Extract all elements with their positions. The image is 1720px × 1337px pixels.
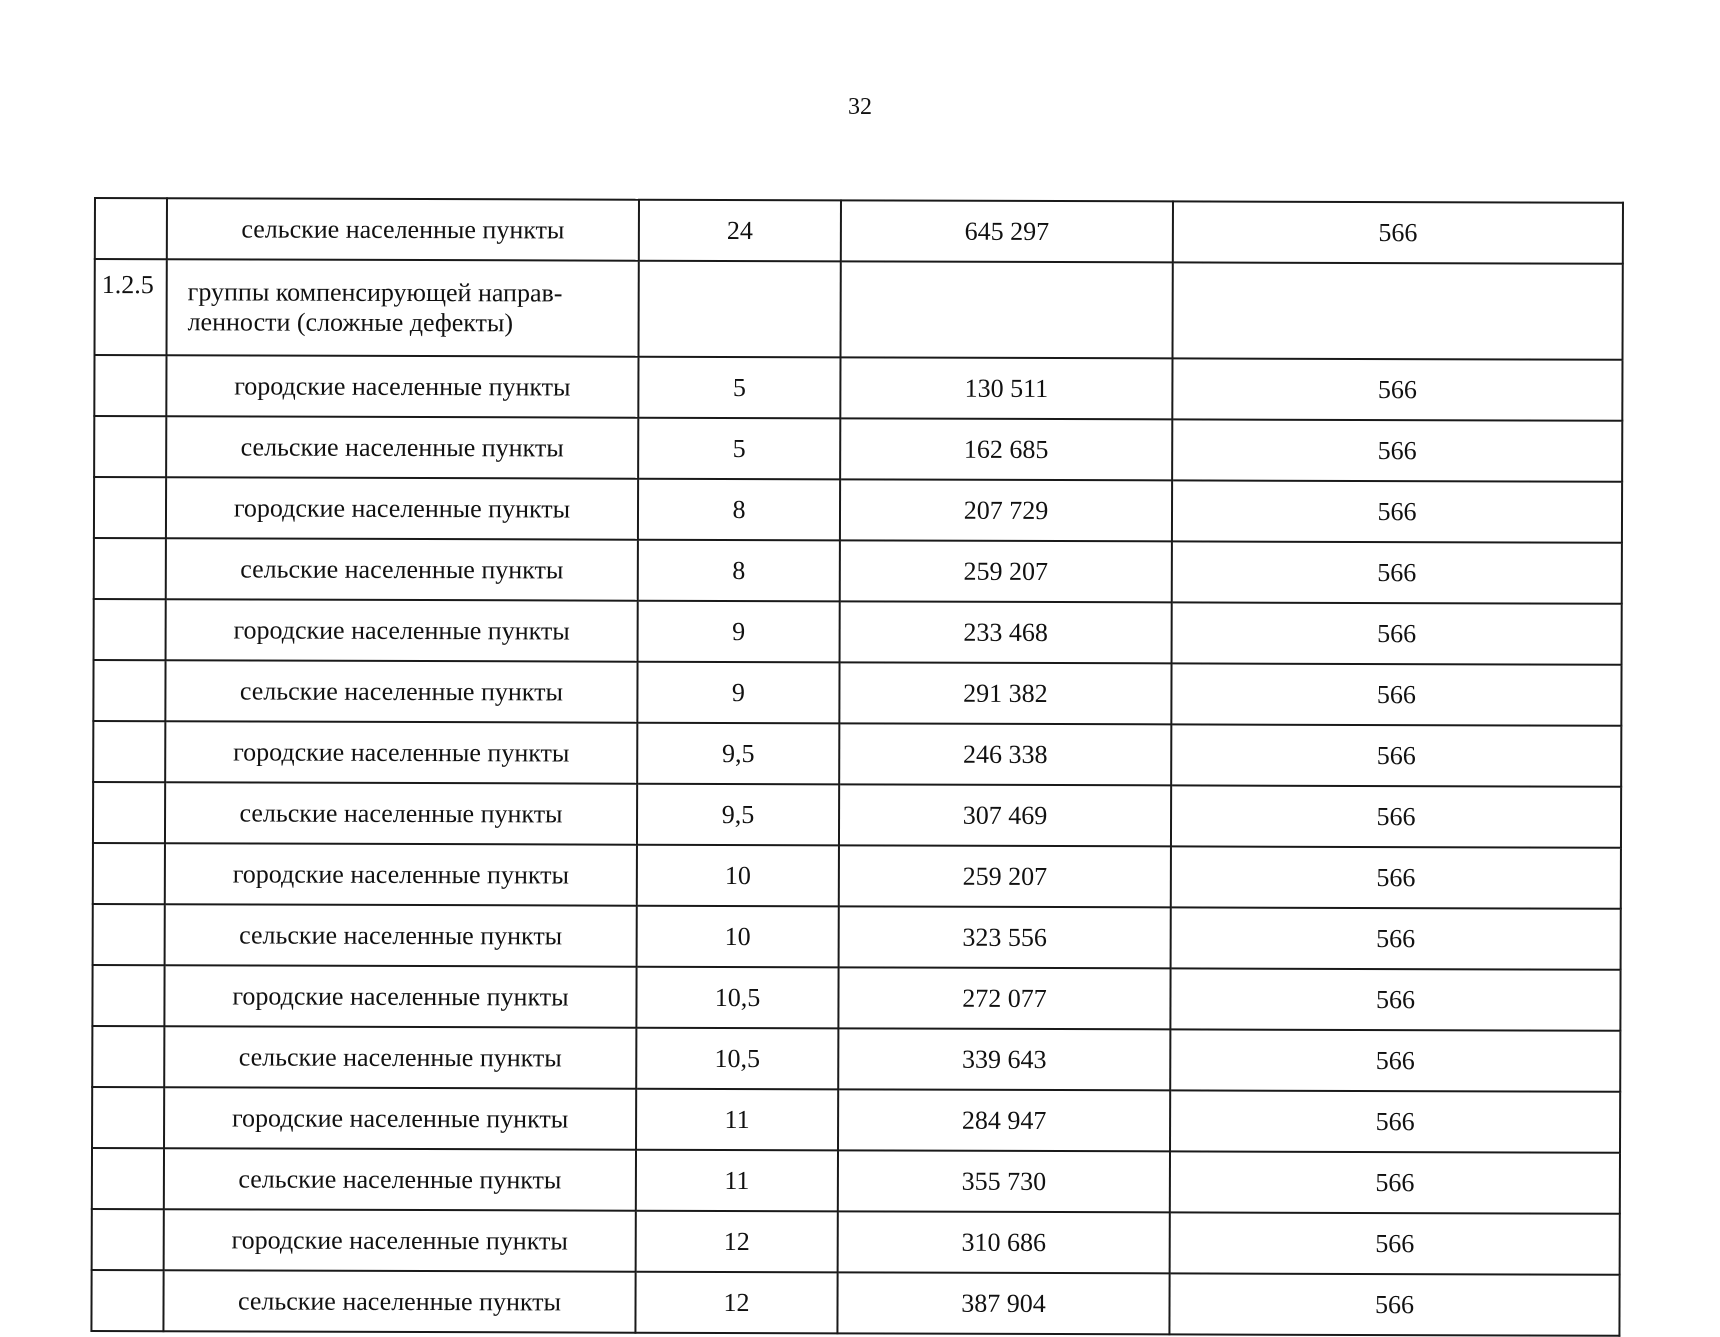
value-cell-2: 291 382 [839,662,1171,724]
value-cell-2: 272 077 [838,967,1170,1029]
settlement-type-cell: городские населенные пункты [166,477,638,539]
settlement-type-cell: сельские населенные пункты [167,198,639,260]
table-row [94,538,1622,604]
settlement-type-cell: городские населенные пункты [165,721,637,783]
settlement-type-cell: городские населенные пункты [164,1087,636,1149]
settlement-type-cell: сельские населенные пункты [164,1026,636,1088]
value-cell-3: 566 [1171,785,1621,847]
value-cell-3: 566 [1171,663,1621,725]
settlement-type-cell: городские населенные пункты [166,599,638,661]
value-cell-2: 307 469 [839,784,1171,846]
value-cell-3: 566 [1170,1212,1620,1274]
value-cell-1: 10,5 [636,1028,838,1090]
table-row [93,660,1621,726]
row-number-cell [92,965,164,1026]
value-cell-2: 259 207 [839,845,1171,907]
value-cell-1: 12 [635,1272,837,1334]
value-cell-2: 323 556 [839,906,1171,968]
value-cell-3: 566 [1170,1151,1620,1213]
row-number-cell [93,721,165,782]
value-cell-3: 566 [1172,358,1622,420]
settlement-type-cell: сельские населенные пункты [164,1148,636,1210]
value-cell-2: 162 685 [840,418,1172,480]
row-number-cell [94,355,166,416]
row-number-cell [93,782,165,843]
value-cell-3 [1172,262,1622,359]
value-cell-2: 387 904 [837,1272,1169,1334]
settlement-type-cell: сельские населенные пункты [163,1270,635,1332]
value-cell-1: 5 [638,357,840,419]
table-row [94,355,1622,421]
value-cell-2: 284 947 [838,1089,1170,1151]
value-cell-3: 566 [1172,480,1622,542]
table-section-row [95,259,1623,360]
table-row [91,1270,1619,1336]
settlement-type-cell: сельские населенные пункты [165,904,637,966]
value-cell-3: 566 [1172,602,1622,664]
value-cell-1: 8 [638,540,840,602]
table-row [92,965,1620,1031]
row-number-cell [92,1087,164,1148]
row-number-cell [95,198,167,259]
row-number-cell [92,1026,164,1087]
value-cell-1: 24 [639,200,841,262]
value-cell-1: 10 [637,845,839,907]
value-cell-3: 566 [1170,1090,1620,1152]
table-row [93,904,1621,970]
value-cell-3: 566 [1173,201,1623,263]
value-cell-1: 8 [638,479,840,541]
table-row [94,477,1622,543]
value-cell-2: 130 511 [840,357,1172,419]
value-cell-2: 207 729 [840,479,1172,541]
table-row [92,1087,1620,1153]
value-cell-3: 566 [1169,1273,1619,1335]
table-row [92,1026,1620,1092]
table-row [95,198,1623,264]
row-number-cell [94,538,166,599]
row-number-cell [91,1270,163,1331]
value-cell-1: 11 [636,1150,838,1212]
value-cell-1: 11 [636,1089,838,1151]
value-cell-1: 12 [636,1211,838,1273]
value-cell-2: 355 730 [838,1150,1170,1212]
table-row [94,416,1622,482]
value-cell-3: 566 [1172,541,1622,603]
row-number-cell [94,416,166,477]
value-cell-2: 310 686 [838,1211,1170,1273]
value-cell-2: 339 643 [838,1028,1170,1090]
value-cell-1: 9,5 [637,723,839,785]
page-number: 32 [848,94,872,120]
value-cell-2: 645 297 [841,200,1173,262]
settlement-type-cell: городские населенные пункты [166,355,638,417]
settlement-type-cell: сельские населенные пункты [165,782,637,844]
table-row [94,599,1622,665]
settlement-type-cell: сельские населенные пункты [165,660,637,722]
settlement-type-cell: сельские населенные пункты [166,538,638,600]
value-cell-3: 566 [1171,724,1621,786]
value-cell-3: 566 [1172,419,1622,481]
row-number-cell [93,843,165,904]
value-cell-3: 566 [1171,907,1621,969]
table-row [93,721,1621,787]
row-number-cell [94,477,166,538]
settlement-type-cell: городские населенные пункты [164,965,636,1027]
settlement-type-cell: городские населенные пункты [165,843,637,905]
value-cell-1: 9 [638,601,840,663]
table-row [92,1209,1620,1275]
value-cell-1: 10,5 [636,967,838,1029]
settlement-type-cell: сельские населенные пункты [166,416,638,478]
value-cell-1 [639,261,841,358]
value-cell-2: 259 207 [840,540,1172,602]
value-cell-1: 9 [637,662,839,724]
value-cell-3: 566 [1170,968,1620,1030]
value-cell-2 [840,261,1172,358]
data-table [90,197,1624,1337]
row-number-cell: 1.2.5 [95,259,167,355]
row-number-cell [93,660,165,721]
value-cell-3: 566 [1171,846,1621,908]
value-cell-2: 246 338 [839,723,1171,785]
table-row [93,843,1621,909]
section-title-cell: группы компенсирующей направ-ленности (сложные дефекты) [167,259,639,356]
value-cell-1: 9,5 [637,784,839,846]
settlement-type-cell: городские населенные пункты [164,1209,636,1271]
data-table-container [90,197,1622,1337]
row-number-cell [92,1209,164,1270]
value-cell-2: 233 468 [840,601,1172,663]
value-cell-1: 10 [637,906,839,968]
row-number-cell [93,904,165,965]
value-cell-1: 5 [638,418,840,480]
table-row [93,782,1621,848]
value-cell-3: 566 [1170,1029,1620,1091]
table-row [92,1148,1620,1214]
row-number-cell [92,1148,164,1209]
row-number-cell [94,599,166,660]
